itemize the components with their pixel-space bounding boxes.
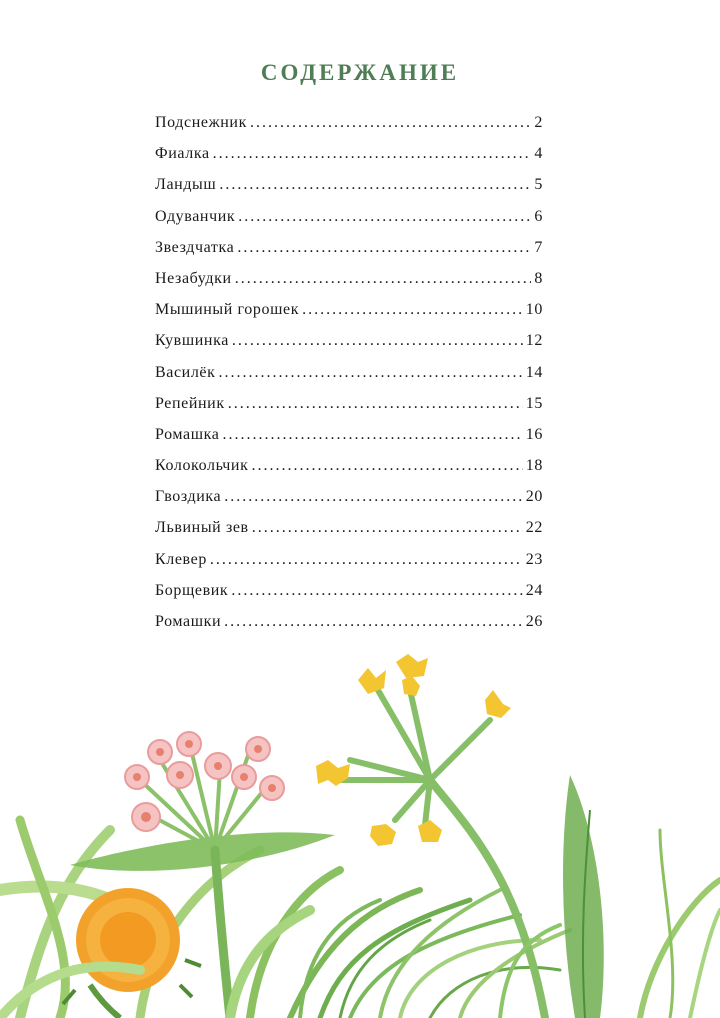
toc-entry-page: 4: [534, 145, 543, 163]
toc-leader-dots: [213, 145, 532, 163]
toc-entry[interactable]: [155, 519, 543, 550]
toc-entry-label: Ромашки: [155, 613, 222, 630]
toc-entry[interactable]: [155, 270, 543, 301]
toc-entry-label: Одуванчик: [155, 207, 236, 225]
toc-entry[interactable]: [155, 457, 543, 488]
toc-entry-page: 22: [525, 519, 543, 537]
toc-leader-dots: [219, 176, 531, 194]
toc-entry-label: Ромашка: [155, 425, 220, 443]
toc-entry-page: 14: [525, 363, 543, 381]
toc-entry[interactable]: [155, 364, 543, 395]
toc-entry[interactable]: [155, 582, 543, 613]
toc-leader-dots: [228, 395, 523, 413]
toc-entry-page: 2: [534, 114, 543, 131]
toc-leader-dots: [250, 114, 531, 132]
toc-leader-dots: [232, 332, 523, 350]
toc-entry[interactable]: [155, 176, 543, 207]
toc-entry[interactable]: [155, 551, 543, 582]
toc-entry[interactable]: [155, 332, 543, 363]
toc-entry[interactable]: [155, 145, 543, 176]
toc-entry-label: Кувшинка: [155, 332, 229, 350]
toc-entry-label: Василёк: [155, 363, 216, 381]
toc-entry-page: 7: [534, 238, 543, 256]
toc-entry-page: 10: [525, 301, 543, 319]
toc-leader-dots: [210, 551, 523, 569]
toc-entry-label: Гвоздика: [155, 488, 222, 506]
toc-entry-page: 8: [534, 269, 543, 287]
toc-entry-page: 18: [525, 457, 543, 475]
dandelion: [54, 888, 201, 1018]
toc-entry-label: Ландыш: [155, 176, 217, 194]
toc-leader-dots: [231, 582, 522, 600]
toc-leader-dots: [219, 364, 523, 382]
wildflower-illustration: [0, 640, 720, 1018]
toc-leader-dots: [238, 208, 531, 226]
toc-entry[interactable]: [155, 114, 543, 145]
table-of-contents: [155, 114, 543, 644]
toc-entry-page: 16: [525, 425, 543, 443]
toc-leader-dots: [252, 519, 523, 537]
toc-entry[interactable]: [155, 395, 543, 426]
toc-entry-label: Фиалка: [155, 145, 210, 163]
toc-entry[interactable]: [155, 208, 543, 239]
toc-entry-label: Репейник: [155, 394, 225, 412]
toc-entry-page: 12: [525, 332, 543, 350]
toc-entry-page: 6: [534, 207, 543, 225]
toc-entry-label: Львиный зев: [155, 519, 249, 537]
page-title: СОДЕРЖАНИЕ: [260, 60, 460, 85]
toc-leader-dots: [237, 239, 531, 257]
toc-entry[interactable]: [155, 488, 543, 519]
toc-entry-page: 26: [525, 613, 543, 630]
toc-entry-label: Незабудки: [155, 269, 232, 287]
toc-entry-label: Звездчатка: [155, 238, 235, 256]
toc-leader-dots: [222, 426, 522, 444]
toc-leader-dots: [224, 613, 523, 631]
pink-flowers: [125, 732, 284, 831]
toc-entry-label: Клевер: [155, 550, 207, 568]
toc-entry-page: 24: [525, 581, 543, 599]
toc-leader-dots: [235, 270, 532, 288]
toc-leader-dots: [251, 457, 522, 475]
toc-entry-page: 20: [525, 488, 543, 506]
toc-entry-label: Колокольчик: [155, 457, 249, 475]
toc-entry-label: Подснежник: [155, 114, 247, 131]
toc-entry-label: Борщевик: [155, 581, 229, 599]
toc-entry-page: 5: [534, 176, 543, 194]
toc-leader-dots: [302, 301, 523, 319]
toc-entry-page: 15: [525, 394, 543, 412]
toc-entry-label: Мышиный горошек: [155, 301, 300, 319]
toc-leader-dots: [224, 488, 523, 506]
toc-entry[interactable]: [155, 239, 543, 270]
toc-entry-page: 23: [525, 550, 543, 568]
toc-entry[interactable]: [155, 301, 543, 332]
toc-entry[interactable]: [155, 426, 543, 457]
